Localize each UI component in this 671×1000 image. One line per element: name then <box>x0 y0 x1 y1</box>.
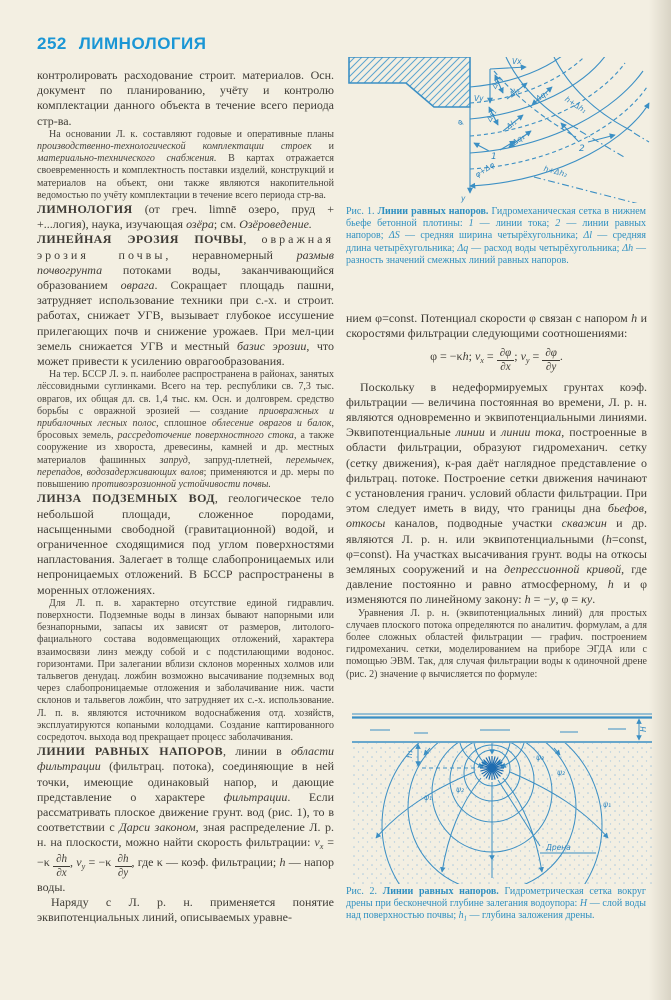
text-run: — слой воды над поверхностью почвы; <box>346 898 647 922</box>
text-run: — линии тока; <box>473 218 556 230</box>
text-run: , где давление постоянно и равно атмосферному, <box>346 562 647 592</box>
text-run: y <box>550 592 556 607</box>
text-run: , а также сооружение из хвороста, древесины, камней и др. местных материалов фашинных <box>37 430 334 466</box>
text-run: (от греч. limnē озеро, пруд + +...логия), наука, изучающая <box>37 202 334 232</box>
text-run: и <box>311 141 334 153</box>
text-run: ЛИНЕЙНАЯ ЭРОЗИЯ ПОЧВЫ <box>37 232 244 247</box>
text-run: Линии равных напоров. <box>382 886 499 897</box>
text-run: = −κ <box>37 835 334 870</box>
vy-label: Vy <box>474 94 484 103</box>
text-run: h <box>458 910 464 922</box>
text-run: линии тока <box>501 425 562 440</box>
text-run: размыв почвогрунта <box>37 247 334 277</box>
callout-arrows <box>474 123 615 151</box>
text-run: . Если рассматривать плоское движение грунт. вод (рис. 1), то в соответствии с <box>37 789 334 835</box>
text-run: ЛИНИИ РАВНЫХ НАПОРОВ <box>37 744 223 759</box>
text-run: Δl <box>583 230 592 242</box>
text-run: h <box>279 855 286 870</box>
text-run: — средняя ширина четырёхугольника; <box>399 230 584 242</box>
psi1-label: ψ₁ <box>603 800 611 809</box>
dl1-label: Δl₁ <box>504 117 519 132</box>
text-run: облесение оврагов и балок <box>211 418 332 430</box>
drain-symbol <box>480 756 504 780</box>
text-run: — напор воды. <box>37 855 334 894</box>
text-run: , бросовых земель, <box>37 418 334 442</box>
text-run: 1 <box>463 915 468 923</box>
text-run: , <box>70 855 77 870</box>
text-run: Уравнения Л. р. н. (эквипотенциальных линий) для простых случаев плоского потока определяются по аналитич. формулам, а для более сложных областей фильтрации — графич. построением гидромеханич. сетки, моделированием на приборе ЭГДА или с помощью ЭВМ. Так, для случая фильтрации воды к одиночной дрене (рис. 2) значение φ вычисляется по формуле: <box>346 607 647 680</box>
ds1-label: Δs₁ <box>484 108 499 123</box>
text-run: , геологическое тело небольшой площади, сложенное породами, насыщенными свободной (гравитационной) водой, и ограниченное сходящимися под углом поверхностями напластования. Залегает в толще слабопроницаемых или непроницаемых отложений. В БССР распространены в моренных отложениях. <box>37 491 334 597</box>
text-run: v <box>520 349 526 364</box>
text-run: κy <box>581 592 593 607</box>
figure-1-caption <box>346 206 646 267</box>
text-run: , зная распределение Л. р. н. на плоскости, можно найти скорость фильтрации: <box>37 820 334 850</box>
text-run: Наряду с Л. р. н. применяется понятие эквипотенциальных линий, описываемых уравне- <box>37 894 334 925</box>
text-run: h <box>631 311 638 325</box>
text-run: h <box>462 349 469 364</box>
phi-label: φ <box>454 118 465 127</box>
text-run: В картах отражается своевременность и комплектность поставки изделий, конструкций и материалов на объект, они также являются накопительной ведомостью по учёту комплектации в течение всего периода стр-ва. <box>37 153 334 201</box>
text-run: , построенные в области фильтрации, образуют гидромеханич. сетку (сетку движения), к-рая даёт наглядное представление о фильтрац. потоке. Построение сетки движения начинают с установления гранич. условий области фильтрации. При этом следует иметь в виду, что границы дна <box>346 425 647 516</box>
text-run: , что может привести к усилению оврагообразования. <box>37 338 334 369</box>
left-column <box>37 68 334 948</box>
text-run: H <box>579 898 588 910</box>
fraction: $\frac{\partial h}{\partial y}$ <box>115 854 132 879</box>
text-run: Дарси законом <box>119 820 196 835</box>
dq1-label: Δq₁ <box>534 88 550 104</box>
text-run: производственно-технологической комплектации строек <box>37 141 312 153</box>
text-run: скважин <box>561 516 607 531</box>
right-column <box>346 311 647 708</box>
page-edge-shading <box>649 0 671 1000</box>
text-run: потоками воды, заканчивающийся образованием <box>37 262 334 293</box>
water-surface <box>352 714 652 742</box>
text-run: ; применяются и др. меры по повышению <box>37 466 334 491</box>
text-run: h <box>605 531 612 546</box>
text-run: приовражных и прибалочных лесных полос <box>37 405 334 430</box>
h-dh2-label: h+Δh₂ <box>542 164 569 179</box>
text-run: запруд <box>159 454 188 466</box>
text-run: x <box>319 842 324 852</box>
paragraph <box>346 608 647 681</box>
text-run: Гидрометрическая сетка вокруг дрены при бесконечной глубине залегания водоупора: <box>346 886 647 910</box>
page-number: 252 <box>37 34 67 53</box>
text-run: ; <box>514 349 521 364</box>
text-run: и скоростями фильтрации следующими соотношениями: <box>346 311 647 341</box>
text-run: Для Л. п. в. характерно отсутствие единой гидравлич. поверхности. Подземные воды в линзах бывают напорными или безнапорными, запасы их зависят от размеров, литолого-фациального состава водовмещающих отложений, характера взаимосвязи линз между собой и с подстилающими водонос. горизонтами. При залегании вблизи склонов моренных холмов или тальвегов денудац. ложбин возможно высачивание подземных вод через слабопроницаемые отложения и заболачивание ниж. части склонов и тальвегов ложбин, что затрудняет их с.-х. использование. Л. п. в. являются источником водоснабжения отд. хозяйств, эксплуатируются копаными колодцами. Создание каптированного сосредоточ. выхода вод прекращает процесс заболачивания. <box>37 597 334 743</box>
text-run: На основании Л. к. составляют годовые и оперативные планы <box>49 128 334 140</box>
text-run: — разность значений смежных линий равных напоров. <box>346 242 647 266</box>
text-run: = − <box>530 592 551 607</box>
paragraph <box>37 202 334 232</box>
flow-line-number: 1 <box>491 152 497 162</box>
paragraph <box>37 129 334 202</box>
h-dh1-label: h+Δh₁ <box>563 94 589 116</box>
text-run: перемычек, перепадов, водозадерживающих валов <box>37 454 334 478</box>
text-run: Гидромеханическая сетка в нижнем бьефе бетонной плотины: <box>346 206 646 230</box>
text-run: контролировать расходование строит. материалов. Осн. документ по планированию, учёту и контролю комплектации данного объекта в течение всего периода стр-ва. <box>37 68 334 128</box>
text-run: линии <box>455 425 485 440</box>
psi2-left-label: ψ₂ <box>456 785 464 794</box>
text-run: базис эрозии <box>236 338 307 353</box>
text-run: 2 <box>555 218 561 230</box>
text-run: На тер. БССР Л. э. п. наиболее распространена в районах, занятых лёссовидными суглинками. Всего на тер. республики св. 7,3 тыс. оврагов, их общая дл. св. 1,4 тыс. км. Осн. и долговрем. средство борьбы с овражной эрозией — создание <box>37 369 334 417</box>
running-header <box>37 34 207 54</box>
text-run: Рис. 1. <box>346 206 378 217</box>
text-run: =const, φ=const). На участках высачивания грунт. воды на откосы земляных сооружений и на <box>346 531 647 577</box>
text-run: ЛИМНОЛОГИЯ <box>37 202 133 217</box>
text-run: материально-технического снабжения. <box>37 153 217 165</box>
psi1-left-label: ψ₁ <box>424 793 432 802</box>
paragraph <box>346 311 647 341</box>
text-run: , запруд-плетней, <box>187 454 286 466</box>
text-run: и <box>484 425 502 440</box>
text-run: ; <box>468 349 475 364</box>
text-run: = <box>483 349 497 364</box>
drain-label: Дрена <box>546 843 571 852</box>
paragraph <box>37 232 334 369</box>
text-run: . <box>592 592 596 607</box>
text-run: — средняя длина четырёхугольника; <box>346 230 647 254</box>
fraction: $\frac{\partial\varphi}{\partial y}$ <box>542 348 560 373</box>
text-run: Линии равных напоров. <box>377 206 489 217</box>
text-run: , <box>243 232 262 247</box>
figure-2 <box>352 710 652 884</box>
text-run: (фильтрац. потока), соединяющие в ней точки, имеющие одинаковый напор, и дающие представление о характере <box>37 759 334 804</box>
paragraph <box>37 68 334 129</box>
figure-1 <box>348 57 650 203</box>
text-run: фильтрации <box>223 789 288 804</box>
text-run: h <box>607 577 614 592</box>
text-run: . Сокращает площадь пашни, затрудняет использование техники при с.-х. и строит. работах, снижает УГВ, вызывает глубокое иссушение прилегающих почв и снижение урожаев. При мел-ции земель снижается УГВ и местный <box>37 278 334 353</box>
psi3-label: ψ₃ <box>536 753 544 762</box>
text-run: φ = −κ <box>430 349 463 364</box>
text-run: x <box>480 356 484 366</box>
figure-2-caption <box>346 886 646 926</box>
text-run: Рис. 2. <box>346 886 383 897</box>
vx-label: Vx <box>512 57 522 66</box>
text-run: y <box>81 862 86 872</box>
text-run: , где κ — коэф. фильтрации; <box>131 855 280 870</box>
header-title: ЛИМНОЛОГИЯ <box>78 34 207 53</box>
text-run: 1 <box>468 218 474 230</box>
text-run: v <box>76 855 82 870</box>
text-run: — линии равных напоров; <box>346 218 646 242</box>
text-run: ; см. <box>213 217 240 232</box>
text-run: , линии в <box>222 744 292 759</box>
text-run: овражная эрозия почвы <box>37 232 334 262</box>
fraction: $\frac{\partial\varphi}{\partial x}$ <box>497 348 515 373</box>
y-axis-label: y <box>461 194 466 203</box>
text-run: Поскольку в недеформируемых грунтах коэф. фильтрации — величина постоянная во времени, Л. р. н. являются одновременно и эквипотенциальными линиями. Эквипотенциальные <box>346 379 647 440</box>
text-run: , φ = <box>555 592 582 607</box>
text-run: озёра <box>186 217 214 232</box>
psi2-label: ψ₂ <box>557 768 565 777</box>
text-run: v <box>314 835 320 850</box>
text-run: Δh <box>622 242 634 254</box>
text-run: и др. являются Л. р. н. или эквипотенциальными ( <box>346 516 647 546</box>
ds2-label: Δs₂ <box>489 75 504 90</box>
text-run: ЛИНЗА ПОДЗЕМНЫХ ВОД <box>37 491 215 506</box>
paragraph <box>37 744 334 895</box>
text-run: противоэрозионной устойчивости почвы. <box>91 479 271 491</box>
text-run: h <box>524 592 531 607</box>
text-run: Озёроведение. <box>239 217 312 232</box>
text-run: области фильтрации <box>37 744 334 774</box>
text-run: v <box>474 349 481 364</box>
H-label: H <box>639 726 648 732</box>
paragraph <box>346 380 647 608</box>
h1-label: h₁ <box>405 750 414 758</box>
text-run: = −κ <box>85 855 115 870</box>
text-run: рассредоточение поверхностного стока <box>117 430 294 442</box>
text-run: Δq <box>457 242 469 254</box>
text-run: . <box>559 349 563 364</box>
text-run: и φ изменяются по линейному закону: <box>346 577 647 607</box>
text-run: каналов, подводные участки <box>385 516 562 531</box>
dq2-label: Δq₂ <box>510 132 527 147</box>
text-run: ΔS <box>388 230 400 242</box>
text-run: , неравномерный <box>165 247 297 262</box>
text-run: нием φ=const. Потенциал скорости φ связан с напором <box>346 311 632 325</box>
equipotential-number: 2 <box>579 144 585 154</box>
text-run: = <box>529 349 543 364</box>
paragraph <box>37 369 334 491</box>
phi-plus-dphi-label: φ+Δφ <box>473 160 497 180</box>
fraction: $\frac{\partial h}{\partial x}$ <box>53 854 70 879</box>
text-run: депрессионной кривой <box>504 562 622 577</box>
text-run: оврага <box>120 278 155 293</box>
soil-dotted-texture <box>352 743 652 884</box>
text-run: y <box>525 356 530 366</box>
dl2-label: Δl₂ <box>507 85 522 100</box>
text-run: , сплошное <box>156 418 212 430</box>
paragraph <box>37 491 334 597</box>
text-run: бьефов, откосы <box>346 501 647 531</box>
paragraph <box>346 341 647 379</box>
text-run: — расход воды четырёхугольника; <box>468 242 623 254</box>
paragraph <box>37 598 334 744</box>
paragraph <box>37 895 334 925</box>
text-run: — глубина заложения дрены. <box>467 910 595 922</box>
